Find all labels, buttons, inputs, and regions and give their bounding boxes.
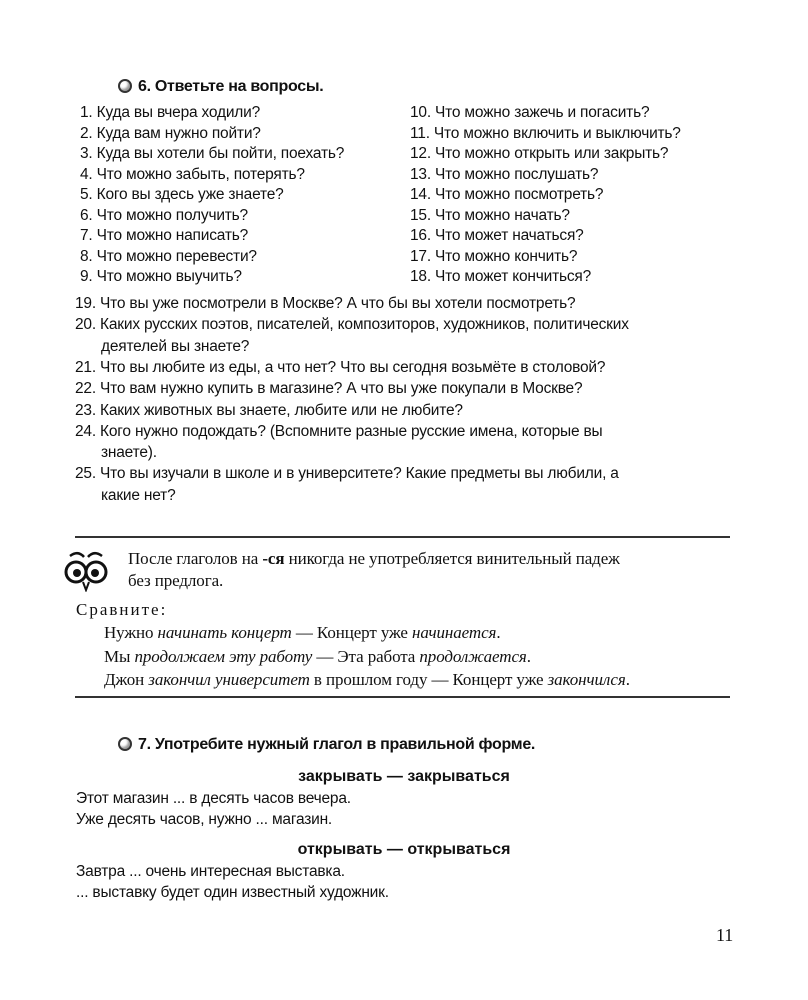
circle-bullet-icon xyxy=(118,79,132,93)
page-number: 11 xyxy=(716,925,734,945)
exercise-sentence: ... выставку будет один известный художник. xyxy=(76,884,389,901)
owl-icon xyxy=(62,548,110,592)
question-item: 22. Что вам нужно купить в магазине? А что вы уже покупали в Москве? xyxy=(75,380,583,398)
question-item: 10. Что можно зажечь и погасить? xyxy=(410,104,650,121)
question-item: 15. Что можно начать? xyxy=(410,206,570,224)
question-item: 25. Что вы изучали в школе и в университете? Какие предметы вы любили, а xyxy=(75,465,619,483)
example-part: продолжается xyxy=(419,646,527,666)
question-item: 23. Каких животных вы знаете, любите или не любите? xyxy=(75,401,463,419)
question-item: деятелей вы знаете? xyxy=(101,337,250,355)
example-part: Нужно xyxy=(104,623,158,642)
note-line-2: без предлога. xyxy=(128,571,224,590)
exercise-sentence: Завтра ... очень интересная выставка. xyxy=(76,863,345,880)
question-item: 2. Куда вам нужно пойти? xyxy=(80,124,261,142)
question-item: 13. Что можно послушать? xyxy=(410,165,599,183)
compare-label: Сравните: xyxy=(76,600,168,619)
exercise-6-title xyxy=(118,78,323,96)
question-item: 7. Что можно написать? xyxy=(80,227,249,244)
question-item: 18. Что может кончиться? xyxy=(410,268,592,285)
example-sentence xyxy=(104,647,531,667)
question-item: 6. Что можно получить? xyxy=(80,206,248,224)
question-item: знаете). xyxy=(101,444,157,462)
example-part: Джон xyxy=(104,670,149,689)
example-part: закончил университет xyxy=(148,670,310,689)
example-sentence xyxy=(104,623,500,643)
example-part: . xyxy=(625,670,630,689)
exercise-6-title-text: 6. Ответьте на вопросы. xyxy=(138,78,324,95)
example-part: — Концерт уже xyxy=(291,623,413,642)
example-part: в прошлом году — Концерт уже xyxy=(309,670,548,689)
question-item: 9. Что можно выучить? xyxy=(80,268,242,285)
verb-pair-heading: закрывать — закрываться xyxy=(298,768,510,785)
example-part: продолжаем эту работу xyxy=(134,646,313,666)
question-item: 16. Что может начаться? xyxy=(410,227,584,244)
question-item: 4. Что можно забыть, потерять? xyxy=(80,165,305,183)
question-item: 17. Что можно кончить? xyxy=(410,247,578,265)
exercise-7-title-text: 7. Употребите нужный глагол в правильной форме. xyxy=(138,736,536,753)
question-item: 11. Что можно включить и выключить? xyxy=(410,124,681,142)
verb-pair-heading: открывать — открываться xyxy=(297,841,511,858)
note-line-1: После глаголов на -ся никогда не употребляется винительный падеж xyxy=(128,549,620,568)
question-item: 12. Что можно открыть или закрыть? xyxy=(410,145,669,162)
exercise-sentence: Уже десять часов, нужно ... магазин. xyxy=(76,811,333,828)
example-part: начинается xyxy=(412,623,497,642)
question-item: 3. Куда вы хотели бы пойти, поехать? xyxy=(80,145,345,162)
question-item: 14. Что можно посмотреть? xyxy=(410,186,604,203)
example-part: закончился xyxy=(547,670,626,689)
question-item: 8. Что можно перевести? xyxy=(80,247,257,265)
example-part: начинать концерт xyxy=(157,623,292,642)
question-item: какие нет? xyxy=(101,486,176,504)
question-item: 1. Куда вы вчера ходили? xyxy=(80,104,261,121)
question-item: 24. Кого нужно подождать? (Вспомните разные русские имена, которые вы xyxy=(75,422,603,440)
example-part: — Эта работа xyxy=(312,646,420,666)
example-part: Мы xyxy=(104,646,135,666)
divider-bottom xyxy=(75,696,730,698)
question-item: 20. Каких русских поэтов, писателей, композиторов, художников, политических xyxy=(75,316,629,334)
exercise-sentence: Этот магазин ... в десять часов вечера. xyxy=(76,790,351,807)
divider-top xyxy=(75,536,730,538)
circle-bullet-icon xyxy=(118,737,132,751)
example-part: . xyxy=(526,646,531,666)
example-sentence xyxy=(104,670,630,690)
question-item: 21. Что вы любите из еды, а что нет? Что вы сегодня возьмёте в столовой? xyxy=(75,358,606,376)
exercise-7-title xyxy=(118,736,535,754)
question-item: 19. Что вы уже посмотрели в Москве? А что бы вы хотели посмотреть? xyxy=(75,295,576,312)
example-part: . xyxy=(496,623,501,642)
question-item: 5. Кого вы здесь уже знаете? xyxy=(80,186,284,203)
